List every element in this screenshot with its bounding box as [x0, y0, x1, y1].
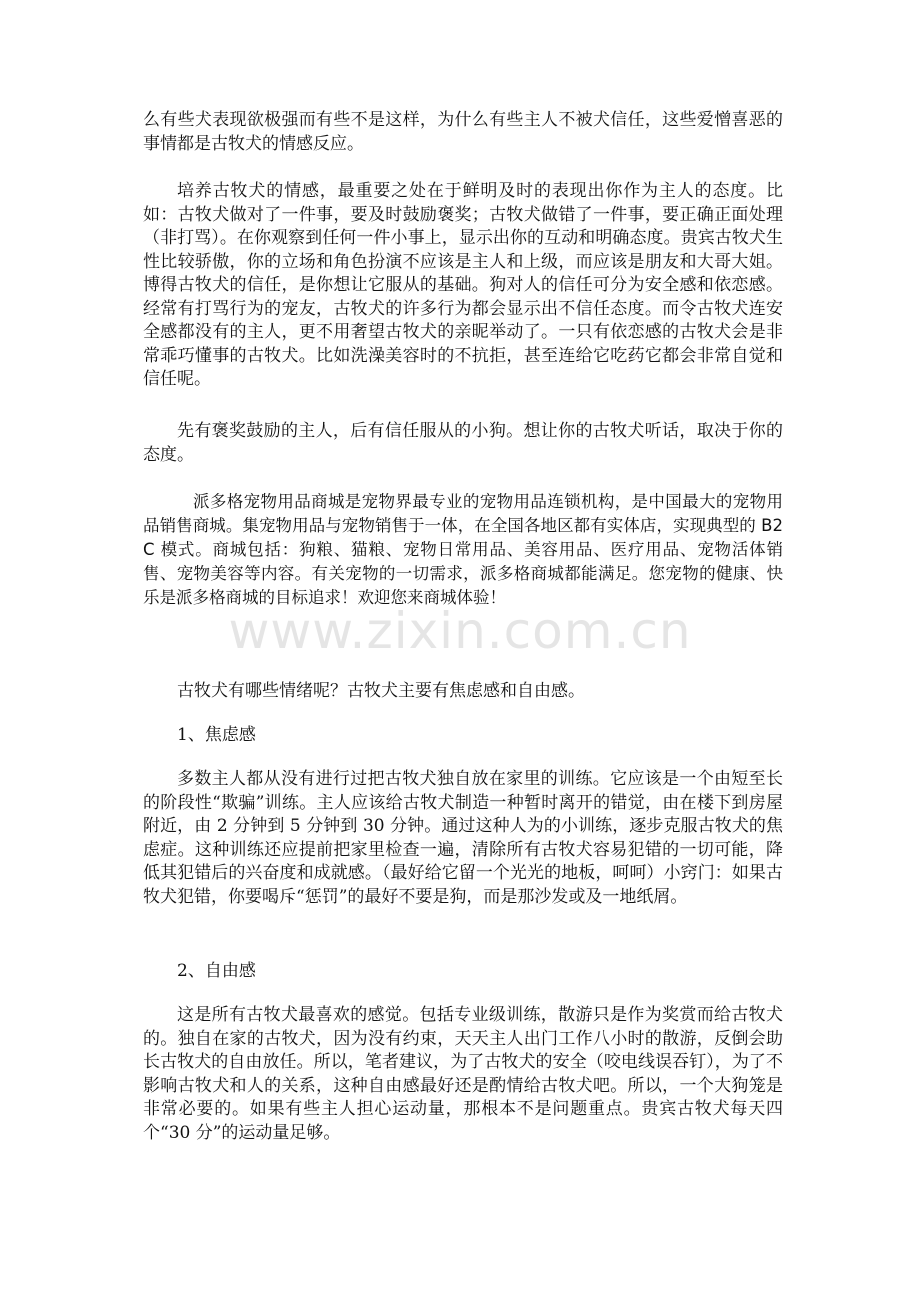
- paragraph-emotions-question: 古牧犬有哪些情绪呢？古牧犬主要有焦虑感和自由感。: [177, 681, 585, 701]
- heading-anxiety: 1、焦虑感: [177, 725, 256, 745]
- paragraph-cultivating-emotion: 培养古牧犬的情感，最重要之处在于鲜明及时的表现出你作为主人的态度。比如：古牧犬做对了一件事，要及时鼓励褒奖；古牧犬做错了一件事，要正确正面处理（非打骂）。在你观察到任何一件小事上，显示出你的互动和明确态度。贵宾古牧犬生性比较骄傲，你的立场和角色扮演不应该是主人和上级，而应该是朋友和大哥大姐。博得古牧犬的信任，是你想让它服从的基础。狗对人的信任可分为安全感和依恋感。经常有打骂行为的宠友，古牧犬的许多行为都会显示出不信任态度。而令古牧犬连安全感都没有的主人，更不用奢望古牧犬的亲昵举动了。一只有依恋感的古牧犬会是非常乖巧懂事的古牧犬。比如洗澡美容时的不抗拒，甚至连给它吃药它都会非常自觉和信任呢。: [143, 181, 783, 389]
- paragraph-freedom: 这是所有古牧犬最喜欢的感觉。包括专业级训练，散游只是作为奖赏而给古牧犬的。独自在家的古牧犬，因为没有约束，天天主人出门工作八小时的散游，反倒会助长古牧犬的自由放任。所以，笔者建议，为了古牧犬的安全（咬电线误吞钉），为了不影响古牧犬和人的关系，这种自由感最好还是酌情给古牧犬吧。所以，一个大狗笼是非常必要的。如果有些主人担心运动量，那根本不是问题重点。贵宾古牧犬每天四个“30 分”的运动量足够。: [143, 1005, 783, 1143]
- site-watermark: www.zixin.com.cn: [228, 602, 692, 660]
- paragraph-intro-continuation: 么有些犬表现欲极强而有些不是这样，为什么有些主人不被犬信任，这些爱憎喜恶的事情都是古牧犬的情感反应。: [143, 110, 783, 154]
- paragraph-praise-first: 先有褒奖鼓励的主人，后有信任服从的小狗。想让你的古牧犬听话，取决于你的态度。: [143, 421, 783, 465]
- heading-freedom: 2、自由感: [177, 961, 256, 981]
- paragraph-anxiety-training: 多数主人都从没有进行过把古牧犬独自放在家里的训练。它应该是一个由短至长的阶段性“欺骗”训练。主人应该给古牧犬制造一种暂时离开的错觉，由在楼下到房屋附近，由 2 分钟到 5 分钟到 30 分钟。通过这种人为的小训练，逐步克服古牧犬的焦虑症。这种训练还应提前把家里检查一遍，清除所有古牧犬容易犯错的一切可能，降低其犯错后的兴奋度和成就感。（最好给它留一个光光的地板，呵呵）小窍门：如果古牧犬犯错，你要喝斥“惩罚”的最好不要是狗，而是那沙发或及一地纸屑。: [143, 769, 783, 907]
- paragraph-store-advertisement: 派多格宠物用品商城是宠物界最专业的宠物用品连锁机构，是中国最大的宠物用品销售商城。集宠物用品与宠物销售于一体，在全国各地区都有实体店，实现典型的 B2C 模式。商城包括：狗粮、猫粮、宠物日常用品、美容用品、医疗用品、宠物活体销售、宠物美容等内容。有关宠物的一切需求，派多格商城都能满足。您宠物的健康、快乐是派多格商城的目标追求！欢迎您来商城体验！: [143, 492, 783, 607]
